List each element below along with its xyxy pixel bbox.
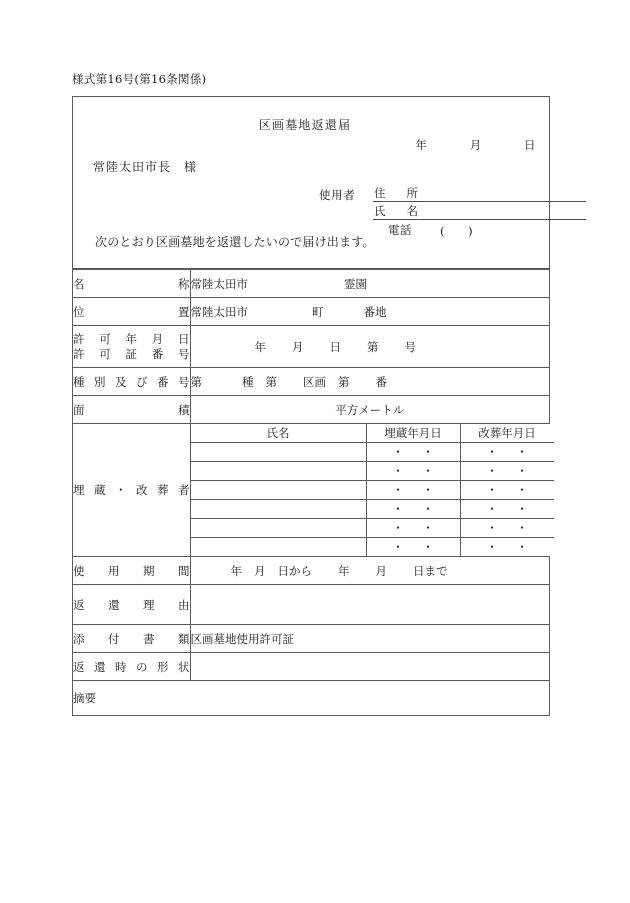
addressee-name: 常陸太田市長 [93,160,172,174]
permit-label-line2: 許 可 証 番 号 [73,346,190,361]
form-frame [72,96,550,716]
row-label-name: 名 称 [73,270,190,298]
applicant-label: 使用者 [319,188,356,202]
table-row-name [73,270,549,298]
burial-cell-name[interactable] [191,538,367,557]
row-label-attachment: 添 付 書 類 [73,625,190,653]
declaration-statement: 次のとおり区画墓地を返還したいので届け出ます。 [95,235,375,249]
table-row-burial [73,424,549,557]
row-value-location[interactable]: 常陸太田市 町 番地 [190,298,549,326]
submission-date-line [415,137,536,153]
burial-cell-reburial-date[interactable]: ・ ・ [460,519,554,538]
row-label-type: 種 別 及 び 番 号 [73,368,190,396]
form-header-block [73,97,549,269]
row-label-burial: 埋 蔵 ・ 改 葬 者 [73,424,190,557]
row-label-location: 位 置 [73,298,190,326]
applicant-block [319,184,586,238]
burial-cell-reburial-date[interactable]: ・ ・ [460,481,554,500]
burial-table-row [191,538,554,557]
burial-cell-reburial-date[interactable]: ・ ・ [460,443,554,462]
table-row-area [73,396,549,424]
burial-cell-burial-date[interactable]: ・ ・ [366,519,460,538]
burial-cell-name[interactable] [191,443,367,462]
applicant-phone-label: 電話 [388,223,412,237]
row-label-period: 使 用 期 間 [73,557,190,585]
row-value-permit[interactable]: 年 月 日 第 号 [190,326,549,368]
burial-header-burial-date: 埋蔵年月日 [366,424,460,443]
row-value-condition[interactable] [190,653,549,681]
burial-header-reburial-date: 改葬年月日 [460,424,554,443]
burial-cell-name[interactable] [191,462,367,481]
burial-table-row [191,481,554,500]
burial-table [191,424,554,556]
table-row-summary [73,681,549,715]
row-value-reason[interactable] [190,585,549,625]
form-details-table [73,269,549,715]
date-day-label: 日 [524,138,536,152]
burial-subtable-container [190,424,549,557]
burial-header-name: 氏名 [191,424,367,443]
burial-cell-reburial-date[interactable]: ・ ・ [460,462,554,481]
table-row-attachment [73,625,549,653]
row-label-area: 面 積 [73,396,190,424]
row-label-condition: 返 還 時 の 形 状 [73,653,190,681]
table-row-location [73,298,549,326]
burial-cell-name[interactable] [191,500,367,519]
date-year-label: 年 [415,138,428,152]
applicant-address-label: 住 所 [374,186,418,200]
burial-cell-name[interactable] [191,481,367,500]
row-value-period[interactable]: 年 月 日から 年 月 日まで [190,557,549,585]
row-value-attachment[interactable]: 区画墓地使用許可証 [190,625,549,653]
burial-cell-burial-date[interactable]: ・ ・ [366,481,460,500]
burial-cell-reburial-date[interactable]: ・ ・ [460,500,554,519]
addressee-honorific: 様 [184,160,198,174]
row-value-type[interactable]: 第 種 第 区画 第 番 [190,368,549,396]
applicant-phone-row [373,220,586,238]
row-label-reason: 返 還 理 由 [73,585,190,625]
row-summary[interactable] [73,681,549,715]
table-row-reason [73,585,549,625]
summary-label: 摘要 [73,690,96,705]
burial-header-row [191,424,554,443]
burial-table-row [191,443,554,462]
burial-cell-name[interactable] [191,519,367,538]
burial-table-row [191,519,554,538]
applicant-phone-input[interactable]: ( ) [440,224,483,238]
document-title: 区画墓地返還届 [258,118,352,132]
burial-cell-burial-date[interactable]: ・ ・ [366,462,460,481]
burial-cell-reburial-date[interactable]: ・ ・ [460,538,554,557]
table-row-type [73,368,549,396]
burial-cell-burial-date[interactable]: ・ ・ [366,538,460,557]
applicant-address-row [373,184,586,202]
table-row-permit [73,326,549,368]
burial-cell-burial-date[interactable]: ・ ・ [366,500,460,519]
row-value-name[interactable]: 常陸太田市 霊園 [190,270,549,298]
row-value-area[interactable]: 平方メートル [190,396,549,424]
permit-label-line1: 許 可 年 月 日 [73,331,190,346]
table-row-condition [73,653,549,681]
burial-cell-burial-date[interactable]: ・ ・ [366,443,460,462]
addressee [93,158,197,175]
form-number: 様式第16号(第16条関係) [72,72,207,86]
table-row-period [73,557,549,585]
burial-table-row [191,462,554,481]
applicant-name-row [373,202,586,220]
burial-table-row [191,500,554,519]
date-month-label: 月 [469,138,482,152]
applicant-name-label: 氏 名 [374,204,418,218]
row-label-permit [73,326,190,368]
